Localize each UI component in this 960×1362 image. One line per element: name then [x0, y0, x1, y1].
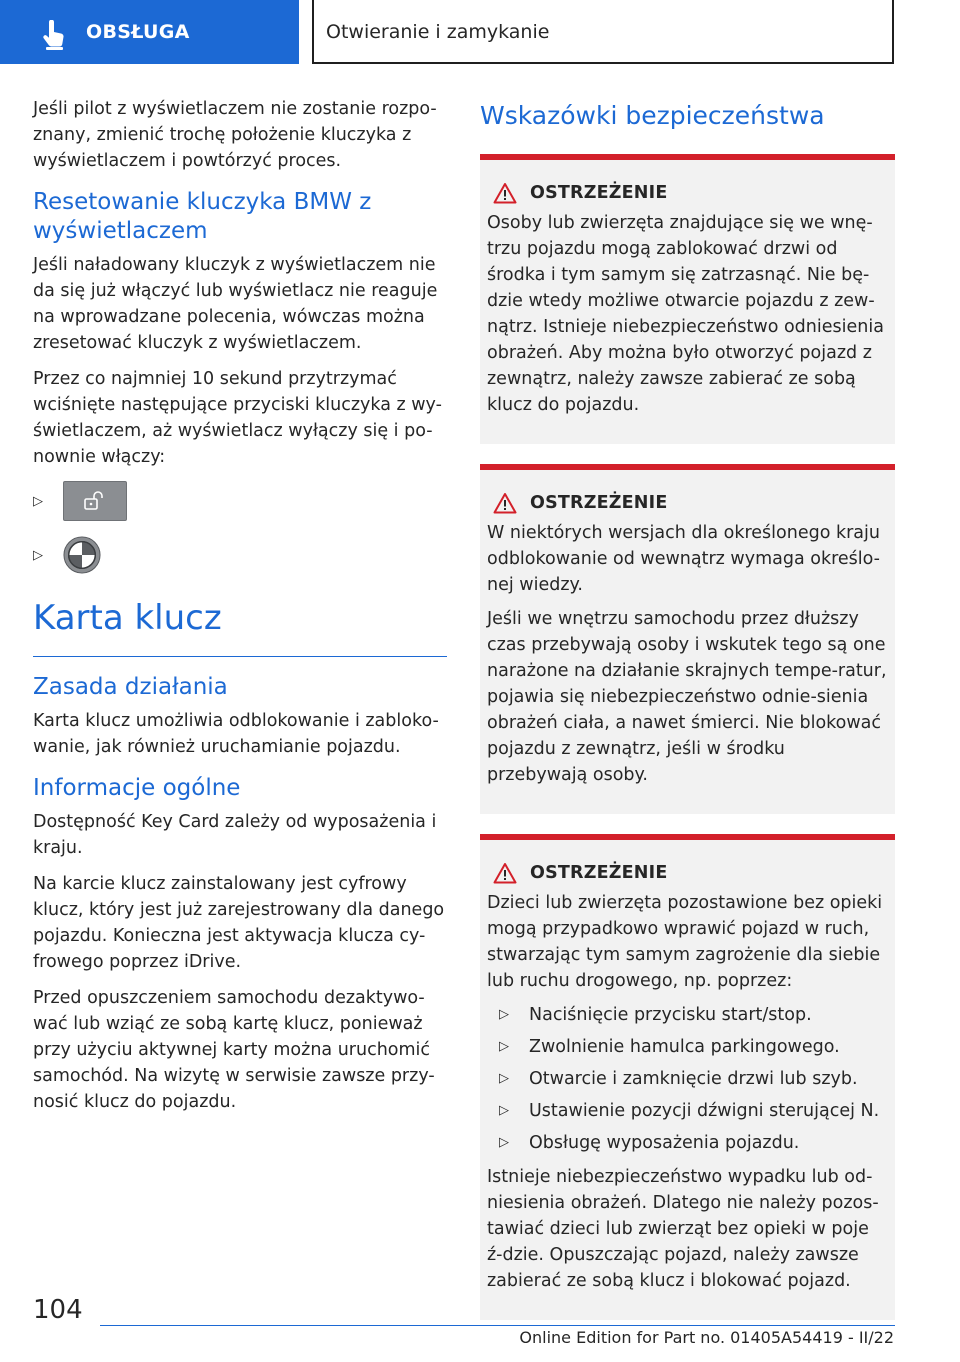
- section-label: OBSŁUGA: [86, 21, 190, 43]
- list-item-text: Naciśnięcie przycisku start/stop.: [529, 1005, 812, 1025]
- general-paragraph-1: Dostępność Key Card zależy od wyposażenia i kraju.: [33, 812, 437, 858]
- list-item-text: Zwolnienie hamulca parkingowego.: [529, 1037, 840, 1057]
- reset-paragraph-2: Przez co najmniej 10 sekund przytrzymać wciśnięte następujące przyciski kluczyka z wy-świetlaczem, aż wyświetlacz wyłączy się i po-nownie włączy:: [33, 369, 442, 467]
- card-key-heading: Karta klucz: [33, 598, 222, 638]
- warning-triangle-icon: [493, 492, 517, 514]
- bmw-button-icon: [63, 536, 101, 574]
- list-item: [487, 1002, 887, 1028]
- bullet-marker: ▷: [33, 493, 43, 509]
- hand-pointer-icon: [40, 20, 68, 50]
- warning-1-text: Osoby lub zwierzęta znajdujące się we wnę-trzu pojazdu mogą zablokować drzwi od środka i tym samym się zatrzasnąć. Nie bę-dzie wtedy możliwe otwarcie pojazdu z zew-nątrz. Istnieje niebezpieczeństwo odniesienia obrażeń. Aby można było otworzyć pojazd z zewnątrz, należy zawsze zabierać ze sobą klucz do pojazdu.: [487, 213, 884, 415]
- section-tab: [0, 0, 299, 64]
- bullet-marker: ▷: [33, 547, 43, 563]
- warning-3-list: [487, 1002, 887, 1156]
- reset-heading: Resetowanie kluczyka BMW z wyświetlaczem: [33, 189, 372, 244]
- list-item: [487, 1130, 887, 1156]
- principle-paragraph: Karta klucz umożliwia odblokowanie i zabloko-wanie, jak również uruchamianie pojazdu.: [33, 711, 439, 757]
- bullet-marker: ▷: [499, 1007, 509, 1022]
- bullet-marker: ▷: [499, 1039, 509, 1054]
- chapter-header: [312, 0, 894, 64]
- intro-paragraph: Jeśli pilot z wyświetlaczem nie zostanie rozpo-znany, zmienić trochę położenie kluczyka z wyświetlaczem i powtórzyć proces.: [33, 99, 437, 171]
- list-item: [487, 1034, 887, 1060]
- unlock-icon: [83, 491, 107, 511]
- warning-label: OSTRZEŻENIE: [530, 493, 668, 513]
- bullet-marker: ▷: [499, 1135, 509, 1150]
- bullet-marker: ▷: [499, 1071, 509, 1086]
- edition-info: Online Edition for Part no. 01405A54419 - II/22: [519, 1328, 894, 1347]
- warning-header: [487, 492, 887, 514]
- warning-label: OSTRZEŻENIE: [530, 863, 668, 883]
- right-column: [480, 96, 895, 1340]
- warning-3-text-2: Istnieje niebezpieczeństwo wypadku lub od-niesienia obrażeń. Dlatego nie należy pozos-tawiać dzieci lub zwierząt bez opieki w poje ź-dzie. Opuszczając pojazd, należy zawsze zabierać ze sobą klucz i blokować pojazd.: [487, 1167, 879, 1291]
- button-list-item: [33, 480, 447, 522]
- warning-2-text-2: Jeśli we wnętrzu samochodu przez dłuższy czas przebywają osoby i wskutek tego są one narażone na działanie skrajnych tempe-ratur, pojawia się niebezpieczeństwo odnie-sienia obrażeń ciała, a nawet śmierci. Nie blokować pojazdu z zewnątrz, jeśli w środku przebywają osoby.: [487, 609, 887, 785]
- left-column: [33, 96, 447, 1125]
- warning-header: [487, 862, 887, 884]
- warning-2-text-1: W niektórych wersjach dla określonego kraju odblokowanie od wewnątrz wymaga określo-nej wiedzy.: [487, 523, 880, 595]
- bullet-marker: ▷: [499, 1103, 509, 1118]
- warning-triangle-icon: [493, 862, 517, 884]
- warning-box-1: [480, 154, 895, 444]
- list-item: [487, 1098, 887, 1124]
- button-list-item: [33, 534, 447, 576]
- warning-label: OSTRZEŻENIE: [530, 183, 668, 203]
- general-heading: Informacje ogólne: [33, 775, 241, 801]
- reset-paragraph-1: Jeśli naładowany kluczyk z wyświetlaczem nie da się już włączyć lub wyświetlacz nie reaguje na wprowadzane polecenia, wówczas można zresetować kluczyk z wyświetlaczem.: [33, 255, 438, 353]
- section-divider: [33, 656, 447, 657]
- warning-box-3: [480, 834, 895, 1320]
- page-number: 104: [33, 1295, 83, 1325]
- warning-3-text-1: Dzieci lub zwierzęta pozostawione bez opieki mogą przypadkowo wprawić pojazd w ruch, stwarzając tym samym zagrożenie dla siebie lub ruchu drogowego, np. poprzez:: [487, 893, 883, 991]
- chapter-title: Otwieranie i zamykanie: [326, 21, 550, 43]
- safety-heading: Wskazówki bezpieczeństwa: [480, 101, 825, 130]
- warning-triangle-icon: [493, 182, 517, 204]
- list-item-text: Ustawienie pozycji dźwigni sterującej N.: [529, 1101, 880, 1121]
- general-paragraph-2: Na karcie klucz zainstalowany jest cyfrowy klucz, który jest już zarejestrowany dla danego pojazdu. Konieczna jest aktywacja klucza cy-frowego poprzez iDrive.: [33, 874, 445, 972]
- footer-divider: [100, 1325, 895, 1326]
- list-item-text: Otwarcie i zamknięcie drzwi lub szyb.: [529, 1069, 858, 1089]
- list-item: [487, 1066, 887, 1092]
- principle-heading: Zasada działania: [33, 674, 228, 700]
- unlock-button-image: [63, 481, 127, 521]
- general-paragraph-3: Przed opuszczeniem samochodu dezaktywo-wać lub wziąć ze sobą kartę klucz, ponieważ przy użyciu aktywnej karty można uruchomić samochód. Na wizytę w serwisie zawsze przy-nosić klucz do pojazdu.: [33, 988, 435, 1112]
- list-item-text: Obsługę wyposażenia pojazdu.: [529, 1133, 800, 1153]
- warning-box-2: [480, 464, 895, 814]
- warning-header: [487, 182, 887, 204]
